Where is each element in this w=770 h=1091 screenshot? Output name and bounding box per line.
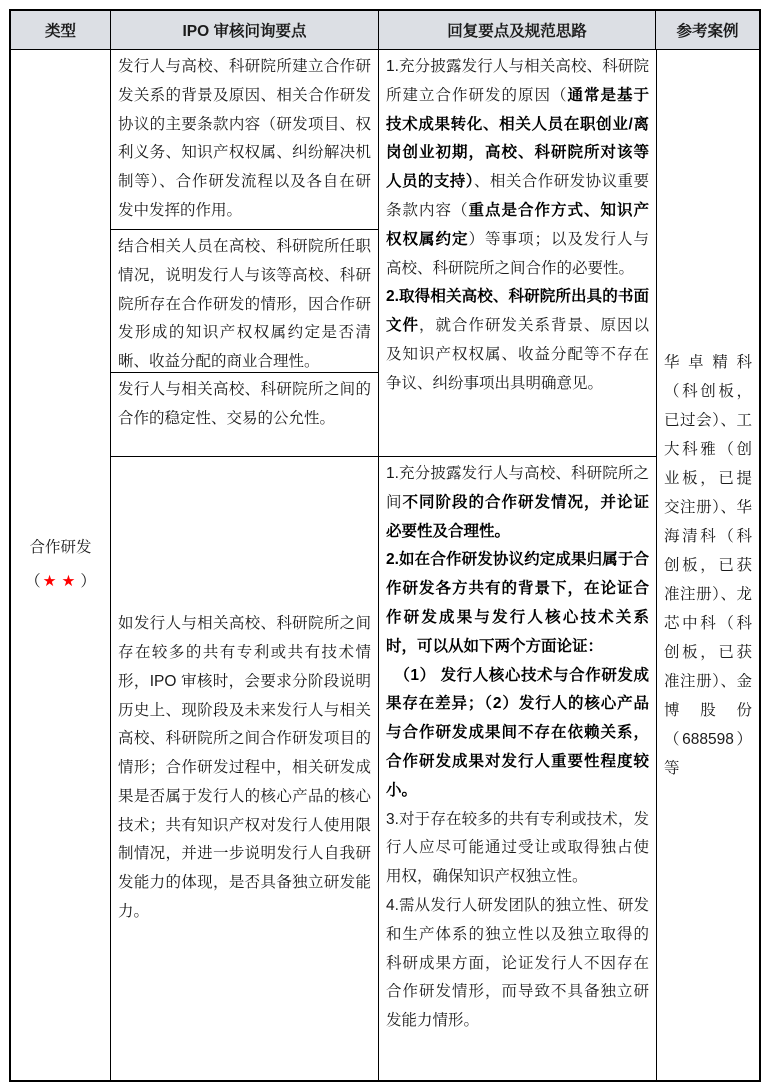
inquiry-cell-4-text: 如发行人与相关高校、科研院所之间存在较多的共有专利或共有技术情形，IPO 审核时，会要求分阶段说明历史上、现阶段及未来发行人与相关高校、科研院所之间合作研发项目的情形；合作研发过程中，相关研发成果是否属于发行人的核心产品的核心技术；共有知识产权对发行人使用限制情况，并进一步说明发行人自我研发能力的体现，是否具备独立研发能力。	[118, 615, 371, 921]
table-body	[11, 50, 759, 1080]
ipo-review-table	[9, 9, 761, 1082]
type-label: 合作研发	[29, 539, 92, 556]
header-cell-cases: 参考案例	[676, 23, 739, 40]
paren-open: （	[25, 573, 41, 590]
mid-columns	[111, 50, 656, 1080]
header-cell-reply: 回复要点及规范思路	[379, 11, 656, 49]
rating-stars-icon: ★★	[42, 573, 81, 590]
inquiry-cell-3: 发行人与相关高校、科研院所之间的合作的稳定性、交易的公允性。	[118, 381, 371, 427]
row-group-2	[111, 457, 656, 1080]
type-cell	[11, 50, 111, 1080]
paren-close: ）	[80, 573, 96, 590]
inquiry-column-top	[111, 50, 379, 456]
header-cell-type: 类型	[11, 11, 111, 49]
cases-cell-text: 华卓精科（科创板，已过会）、工大科雅（创业板，已提交注册）、华海清科（科创板，已获准注册）、龙芯中科（科创板，已获准注册）、金博股份（688598）等	[664, 353, 752, 777]
reply-cell-1-text: 1.充分披露发行人与相关高校、科研院所建立合作研发的原因（通常是基于技术成果转化、相关人员在职创业/离岗创业初期，高校、科研院所对该等人员的支持）、相关合作研发协议重要条款内容（重点是合作方式、知识产权权属约定）等事项；以及发行人与高校、科研院所之间合作的必要性。 2.取得相关高校、科研院所出具的书面文件，就合作研发关系背景、原因以及知识产权权属、收益分配等不存在争议、纠纷事项出具明确意见。	[386, 58, 649, 392]
reply-cell-2	[379, 457, 656, 1080]
inquiry-cell-2: 结合相关人员在高校、科研院所任职情况，说明发行人与该等高校、科研院所存在合作研发的情形，因合作研发形成的知识产权权属约定是否清晰、收益分配的商业合理性。	[111, 230, 378, 373]
reply-cell-1	[379, 50, 656, 456]
header-cell-inquiry: IPO 审核问询要点	[111, 11, 379, 49]
reply-cell-2-text: 1.充分披露发行人与高校、科研院所之间不同阶段的合作研发情况，并论证必要性及合理性。 2.如在合作研发协议约定成果归属于合作研发各方共有的背景下，在论证合作研发成果与发行人核心技术关系时，可以从如下两个方面论证： （1） 发行人核心技术与合作研发成果存在差异；（2）发行人的核心产品与合作研发成果间不存在依赖关系，合作研发成果对发行人重要性程度较小。 3.对于存在较多的共有专利或技术，发行人应尽可能通过受让或取得独占使用权，确保知识产权独立性。 4.需从发行人研发团队的独立性、研发和生产体系的独立性以及独立取得的科研成果方面，论证发行人不因存在合作研发情形，而导致不具备独立研发能力情形。	[386, 465, 649, 1030]
table-header-row	[11, 11, 759, 50]
row-group-1	[111, 50, 656, 457]
inquiry-cell-1: 发行人与高校、科研院所建立合作研发关系的背景及原因、相关合作研发协议的主要条款内容（研发项目、权利义务、知识产权权属、纠纷解决机制等）、合作研发流程以及各自在研发中发挥的作用。	[111, 50, 378, 230]
type-rating	[25, 565, 96, 599]
inquiry-cell-4	[111, 457, 378, 1080]
inquiry-column-bottom	[111, 457, 379, 1080]
cases-cell	[656, 50, 759, 1080]
